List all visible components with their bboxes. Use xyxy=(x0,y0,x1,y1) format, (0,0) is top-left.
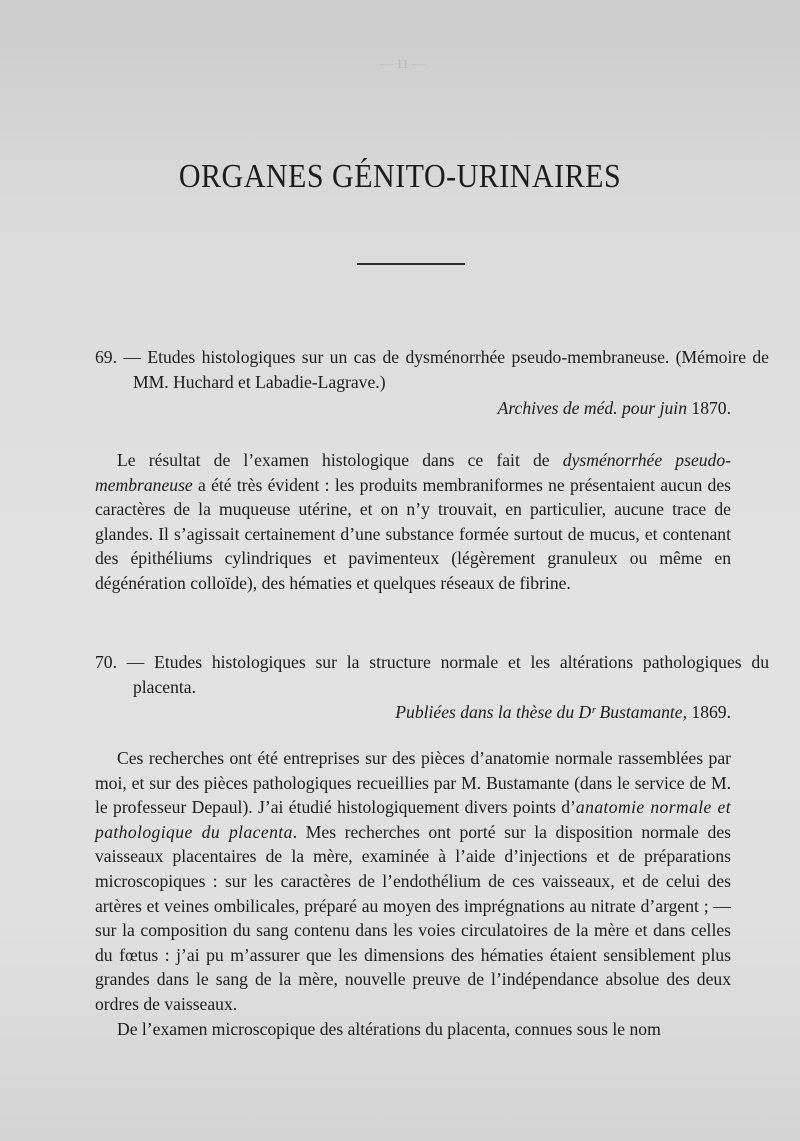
entry-69-paragraph-italic: dysménorrhée pseudo-membraneuse xyxy=(95,450,731,495)
entry-70-paragraph xyxy=(95,746,731,1017)
entry-69-heading: 69. — Etudes histologiques sur un cas de dysménorrhée pseudo-membraneuse. (Mémoire de MM. Huchard et Labadie-Lagrave.) xyxy=(95,347,769,392)
entry-70-heading: 70. — Etudes histologiques sur la structure normale et les altérations pathologiques du placenta. xyxy=(95,652,769,697)
entry-70-paragraph-start: Ces recherches ont été entreprises sur des pièces d’anatomie normale rassemblées par moi, et sur des pièces pathologiques recueillies par M. Bustamante (dans le service de M. le professeur Depaul). J’ai étudié histologiquement divers points d’ xyxy=(95,748,731,818)
entry-70-body xyxy=(95,746,731,1041)
entry-69-paragraph-end: a été très évident : les produits membraniformes ne présentaient aucun des caractères de la muqueuse utérine, et on n’y trouvait, en particulier, aucune trace de glandes. Il s’agissait certainement d’une substance formée surtout de mucus, et contenant des épithéliums cylindriques et pavimenteux (légèrement granuleux ou même en dégénération colloïde), des hématies et quelques réseaux de fibrine. xyxy=(95,474,731,593)
entry-70-source-text: Publiées dans la thèse du Dʳ Bustamante, xyxy=(395,702,692,722)
entry-70-source-year: 1869. xyxy=(691,702,731,722)
entry-70-continuation: De l’examen microscopique des altérations du placenta, connues sous le nom xyxy=(117,1018,661,1039)
entry-70-source xyxy=(395,700,731,725)
entry-69-source-text: Archives de méd. pour juin xyxy=(497,398,692,418)
page-number: — 11 — xyxy=(380,56,426,71)
entry-70-paragraph-italic: anatomie normale et pathologique du placenta xyxy=(95,797,731,842)
entry-70-paragraph-end: . Mes recherches ont porté sur la disposition normale des vaisseaux placentaires de la mère, examinée à l’aide d’injections et de préparations microscopiques : sur les caractères de l’endothélium de ces vaisseaux, et de celui des artères et veines ombilicales, préparé au moyen des imprégnations au nitrate d’argent ; — sur la composition du sang contenu dans les voies circulatoires de la mère et dans celles du fœtus : j’ai pu m’assurer que les dimensions des hématies étaient sensiblement plus grandes dans le sang de la mère, nouvelle preuve de l’indépendance absolue des deux ordres de vaisseaux. xyxy=(95,821,731,1014)
entry-69-paragraph xyxy=(95,448,731,596)
entry-69-source-year: 1870. xyxy=(691,398,731,418)
section-title: ORGANES GÉNITO-URINAIRES xyxy=(178,158,622,195)
entry-69-paragraph-start: Le résultat de l’examen histologique dans ce fait de xyxy=(117,450,563,470)
entry-69-source xyxy=(498,396,731,421)
title-divider xyxy=(357,263,465,265)
